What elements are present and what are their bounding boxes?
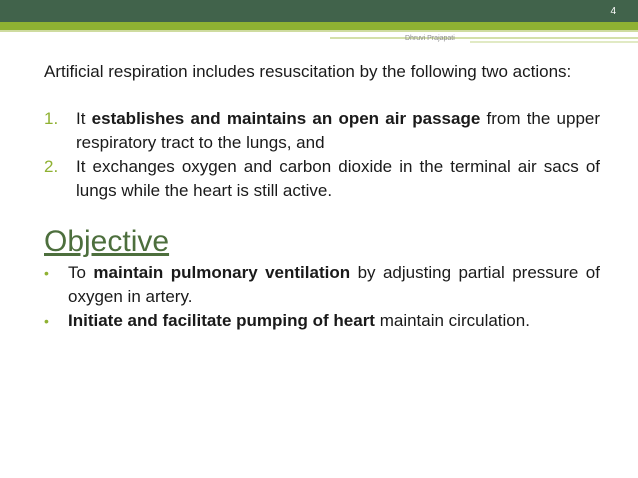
action-number: 1. — [44, 109, 59, 128]
action-text-end: from the upper respiratory tract to the lungs, and — [76, 109, 601, 152]
bullet-icon: • — [44, 265, 49, 281]
page-number: 4 — [610, 6, 616, 17]
objective-item — [44, 309, 600, 333]
action-text-bold: establishes and maintains an open air passage — [91, 109, 481, 128]
action-text-start: It — [76, 109, 92, 128]
accent-band — [0, 22, 638, 30]
header-accent-lines — [0, 0, 638, 45]
slide-body — [44, 60, 600, 333]
bullet-icon: • — [44, 313, 49, 329]
objective-text-start: To — [68, 263, 94, 282]
objectives-list — [44, 261, 600, 333]
action-text: It exchanges oxygen and carbon dioxide in the terminal air sacs of lungs while the heart is still active. — [76, 157, 600, 200]
action-number: 2. — [44, 157, 59, 176]
objective-item — [44, 261, 600, 309]
accent-thin-line — [0, 30, 638, 32]
objective-text-end: by adjusting partial pressure of oxygen in artery. — [68, 263, 600, 306]
action-item — [44, 107, 600, 155]
actions-list — [44, 107, 600, 203]
author-name: Dhruvi Prajapati — [405, 35, 455, 42]
objective-text-end: maintain circulation. — [374, 311, 530, 330]
intro-paragraph: Artificial respiration includes resuscitation by the following two actions: — [44, 62, 572, 81]
action-item — [44, 155, 600, 203]
objective-heading: Objective — [44, 225, 170, 258]
objective-text-bold: Initiate and facilitate pumping of heart — [68, 311, 375, 330]
objective-text-bold: maintain pulmonary ventilation — [93, 263, 351, 282]
